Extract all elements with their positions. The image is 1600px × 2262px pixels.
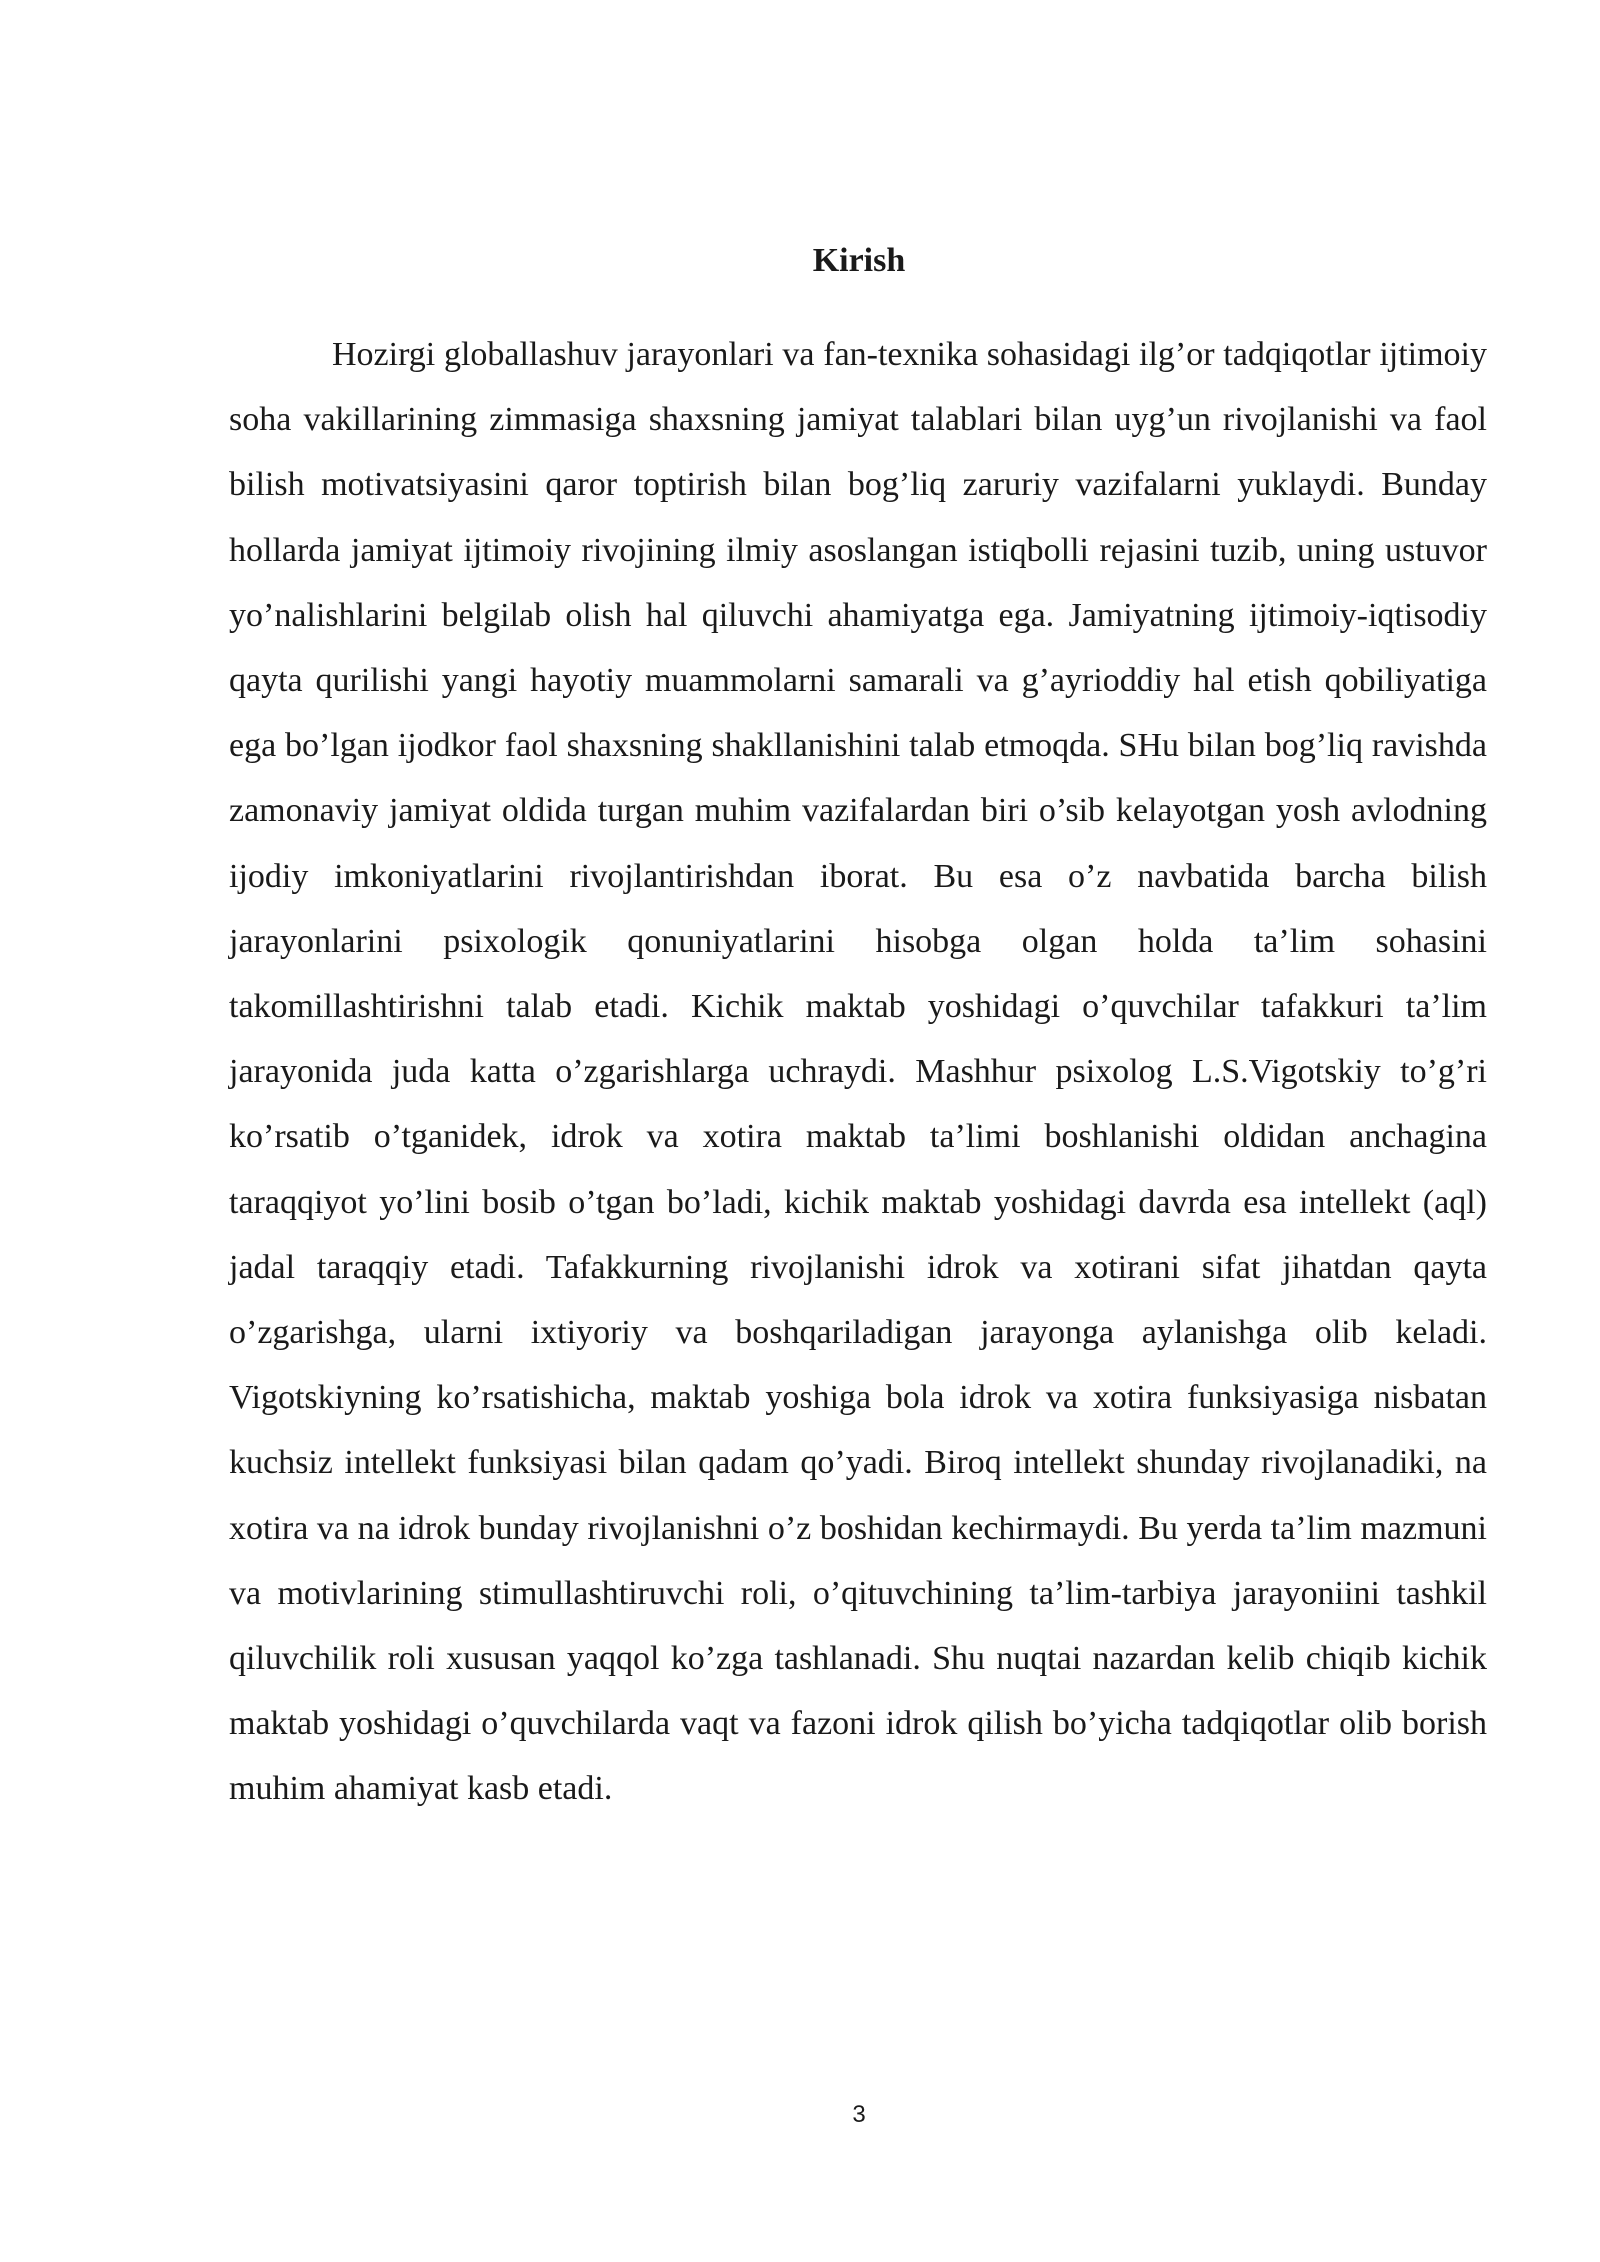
page-number: 3 — [852, 2101, 866, 2128]
section-heading: Kirish — [812, 242, 906, 279]
body-paragraph: Hozirgi globallashuv jarayonlari va fan-texnika sohasidagi ilg’or tadqiqotlar ijtimoiy soha vakillarining zimmasiga shaxsning jamiyat talablari bilan uyg’un rivojlanishi va faol bilish motivatsiyasini qaror toptirish bilan bog’liq zaruriy vazifalarni yuklaydi. Bunday hollarda jamiyat ijtimoiy rivojining ilmiy asoslangan istiqbolli rejasini tuzib, uning ustuvor yo’nalishlarini belgilab olish hal qiluvchi ahamiyatga ega. Jamiyatning ijtimoiy-iqtisodiy qayta qurilishi yangi hayotiy muammolarni samarali va g’ayrioddiy hal etish qobiliyatiga ega bo’lgan ijodkor faol shaxsning shakllanishini talab etmoqda. SHu bilan bog’liq ravishda zamonaviy jamiyat oldida turgan muhim vazifalardan biri o’sib kelayotgan yosh avlodning ijodiy imkoniyatlarini rivojlantirishdan iborat. Bu esa o’z navbatida barcha bilish jarayonlarini psixologik qonuniyatlarini hisobga olgan holda ta’lim sohasini takomillashtirishni talab etadi. Kichik maktab yoshidagi o’quvchilar tafakkuri ta’lim jarayonida juda katta o’zgarishlarga uchraydi. Mashhur psixolog L.S.Vigotskiy to’g’ri ko’rsatib o’tganidek, idrok va xotira maktab ta’limi boshlanishi oldidan anchagina taraqqiyot yo’lini bosib o’tgan bo’ladi, kichik maktab yoshidagi davrda esa intellekt (aql) jadal taraqqiy etadi. Tafakkurning rivojlanishi idrok va xotirani sifat jihatdan qayta o’zgarishga, ularni ixtiyoriy va boshqariladigan jarayonga aylanishga olib keladi. Vigotskiyning ko’rsatishicha, maktab yoshiga bola idrok va xotira funksiyasiga nisbatan kuchsiz intellekt funksiyasi bilan qadam qo’yadi. Biroq intellekt shunday rivojlanadiki, na xotira va na idrok bunday rivojlanishni o’z boshidan kechirmaydi. Bu yerda ta’lim mazmuni va motivlarining stimullashtiruvchi roli, o’qituvchining ta’lim-tarbiya jarayoniini tashkil qiluvchilik roli xususan yaqqol ko’zga tashlanadi. Shu nuqtai nazardan kelib chiqib kichik maktab yoshidagi o’quvchilarda vaqt va fazoni idrok qilish bo’yicha tadqiqotlar olib borish muhim ahamiyat kasb etadi. — [229, 336, 1487, 1808]
